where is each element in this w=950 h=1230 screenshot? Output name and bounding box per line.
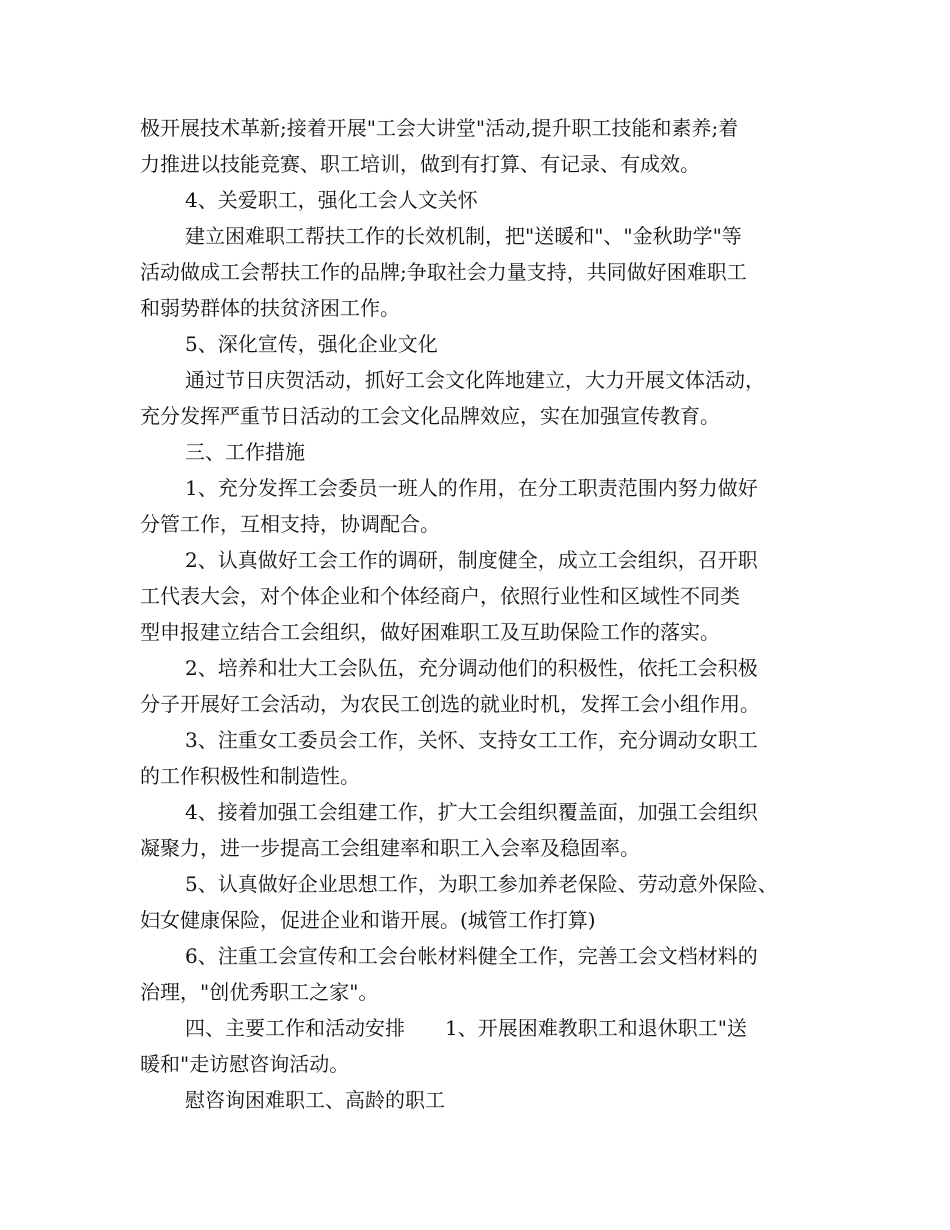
paragraph-line: 和弱势群体的扶贫济困工作。: [140, 296, 400, 320]
document-body: [140, 110, 820, 1118]
page-bottom-margin: [0, 1170, 950, 1230]
section-heading: 4、关爱职工，强化工会人文关怀: [185, 188, 478, 212]
paragraph-line: 凝聚力，进一步提高工会组建率和职工入会率及稳固率。: [140, 836, 640, 860]
paragraph-line: 工代表大会，对个体企业和个体经商户，依照行业性和区域性不同类: [140, 584, 740, 608]
paragraph-line: 通过节日庆贺活动，抓好工会文化阵地建立，大力开展文体活动，: [185, 368, 765, 392]
paragraph-line: 1、充分发挥工会委员一班人的作用，在分工职责范围内努力做好: [185, 476, 758, 500]
section-heading: 5、深化宣传，强化企业文化: [185, 332, 438, 356]
paragraph-line: 的工作积极性和制造性。: [140, 764, 360, 788]
paragraph-line: 4、接着加强工会组建工作，扩大工会组织覆盖面，加强工会组织: [185, 800, 758, 824]
paragraph-line: 充分发挥严重节日活动的工会文化品牌效应，实在加强宣传教育。: [140, 404, 720, 428]
paragraph-line: 5、认真做好企业思想工作，为职工参加养老保险、劳动意外保险、: [185, 872, 778, 896]
paragraph-line: 6、注重工会宣传和工会台帐材料健全工作，完善工会文档材料的: [185, 944, 758, 968]
paragraph-line: 治理，"创优秀职工之家"。: [140, 980, 379, 1004]
paragraph-line: 力推进以技能竞赛、职工培训，做到有打算、有记录、有成效。: [140, 152, 700, 176]
paragraph-line: 型申报建立结合工会组织，做好困难职工及互助保险工作的落实。: [140, 620, 720, 644]
paragraph-line: 暖和"走访慰咨询活动。: [140, 1052, 350, 1076]
paragraph-line: 慰咨询困难职工、高龄的职工: [185, 1088, 445, 1112]
paragraph-line: 妇女健康保险，促进企业和谐开展。(城管工作打算): [140, 908, 596, 932]
paragraph-line: 2、认真做好工会工作的调研，制度健全，成立工会组织，召开职: [185, 548, 758, 572]
paragraph-line: 建立困难职工帮扶工作的长效机制，把"送暖和"、"金秋助学"等: [185, 224, 742, 248]
section-heading: 三、工作措施: [185, 440, 305, 464]
paragraph-line: 3、注重女工委员会工作，关怀、支持女工工作，充分调动女职工: [185, 728, 758, 752]
paragraph-line: 极开展技术革新;接着开展"工会大讲堂"活动,提升职工技能和素养;着: [140, 116, 739, 140]
paragraph-line: 分管工作，互相支持，协调配合。: [140, 512, 440, 536]
paragraph-line: 2、培养和壮大工会队伍，充分调动他们的积极性，依托工会积极: [185, 656, 758, 680]
paragraph-line: 活动做成工会帮扶工作的品牌;争取社会力量支持，共同做好困难职工: [140, 260, 747, 284]
paragraph-line: 分子开展好工会活动，为农民工创选的就业时机，发挥工会小组作用。: [140, 692, 760, 716]
section-heading: 四、主要工作和活动安排 1、开展困难教职工和退休职工"送: [185, 1016, 747, 1040]
